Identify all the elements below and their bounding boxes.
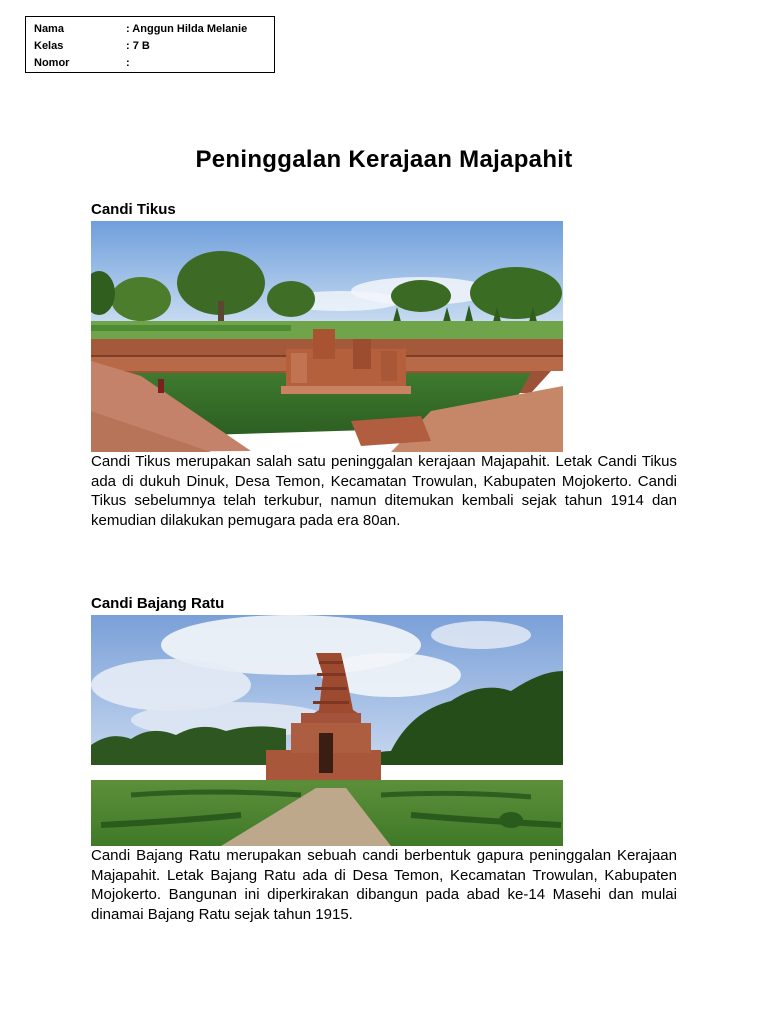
student-info-box [25, 16, 275, 73]
info-label: Nomor [34, 56, 70, 69]
section-heading-candi-tikus: Candi Tikus [91, 201, 176, 218]
info-value: : 7 B [126, 39, 150, 52]
section-heading-candi-bajang-ratu: Candi Bajang Ratu [91, 595, 225, 612]
info-row-nama [34, 20, 266, 37]
info-value: : [126, 56, 130, 69]
candi-tikus-photo [91, 221, 563, 452]
candi-bajang-ratu-paragraph: Candi Bajang Ratu merupakan sebuah candi berbentuk gapura peninggalan Kerajaan Majapahit. Letak Bajang Ratu ada di Desa Temon, Kecamatan Trowulan, Kabupaten Mojokerto. Bangunan ini diperkirakan dibangun pada abad ke-14 Masehi dan mulai dinamai Bajang Ratu sejak tahun 1915. [91, 847, 677, 924]
info-label: Nama [34, 22, 64, 35]
info-row-nomor [34, 54, 266, 71]
info-value: : Anggun Hilda Melanie [126, 22, 248, 35]
info-row-kelas [34, 37, 266, 54]
candi-bajang-ratu-photo [91, 615, 563, 846]
candi-tikus-paragraph: Candi Tikus merupakan salah satu peninggalan kerajaan Majapahit. Letak Candi Tikus ada di dukuh Dinuk, Desa Temon, Kecamatan Trowulan, Kabupaten Mojokerto. Candi Tikus sebelumnya telah terkubur, namun ditemukan kembali sejak tahun 1914 dan kemudian dilakukan pemugara pada era 80an. [91, 453, 677, 530]
page-title: Peninggalan Kerajaan Majapahit [195, 146, 573, 173]
info-label: Kelas [34, 39, 64, 52]
